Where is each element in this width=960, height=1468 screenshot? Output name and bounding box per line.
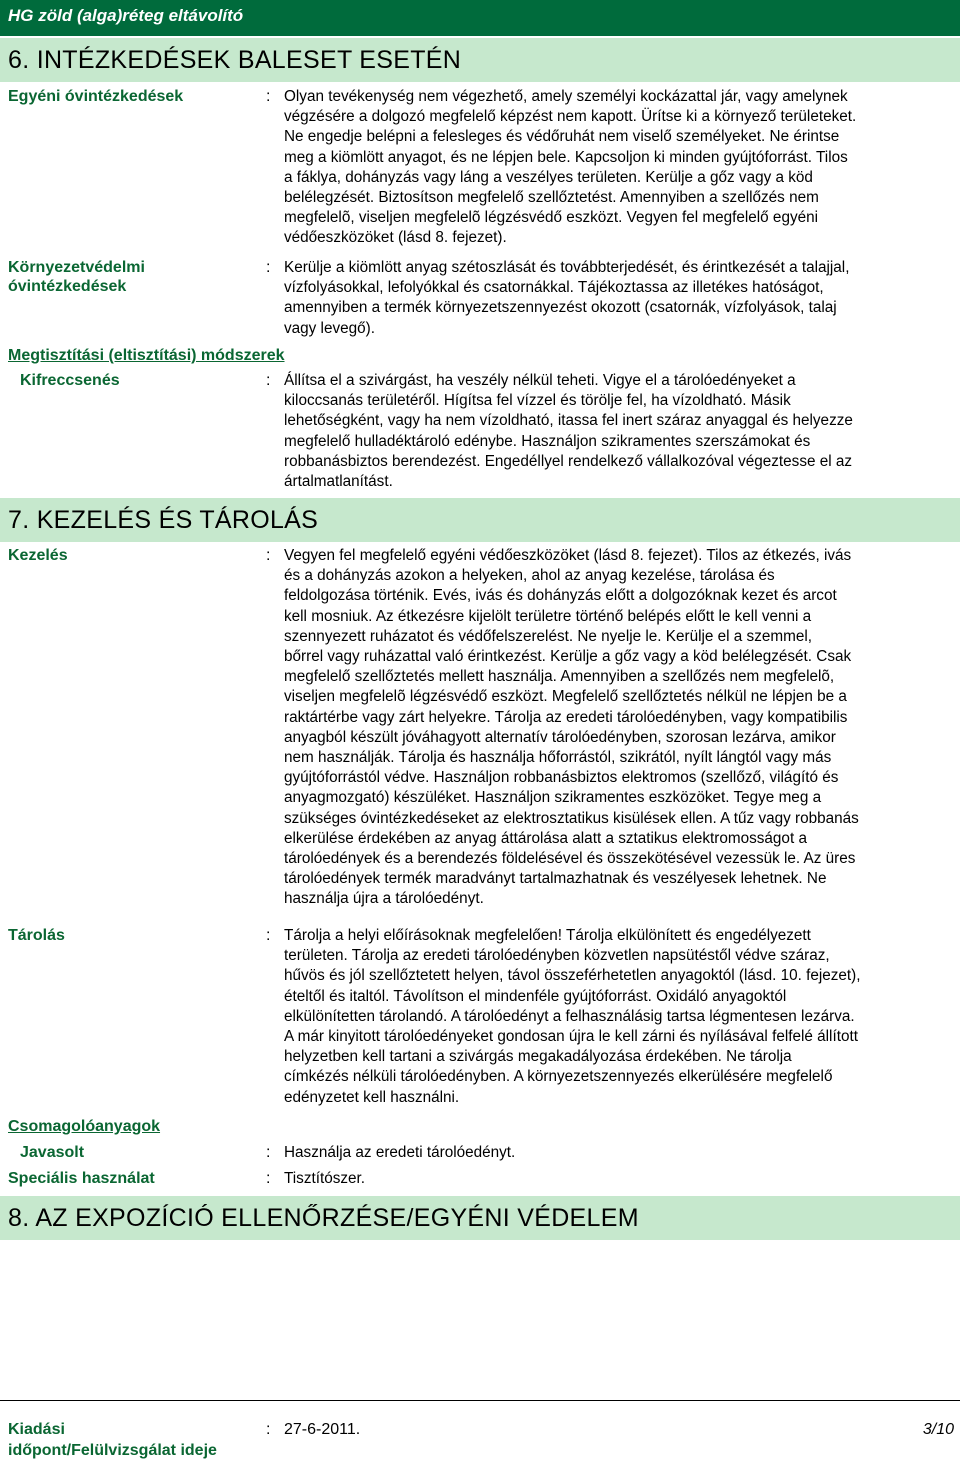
section-8-band	[0, 1196, 960, 1240]
text-line: elkerülése érdekében az anyag áttárolása alatt a sztatikus elektromosságot a	[284, 829, 807, 847]
handling-label: Kezelés	[8, 547, 68, 564]
page-number: 3/10	[922, 1421, 954, 1438]
text-line: meg a kiömlött anyagot, és ne lépjen bele. Kapcsoljon ki minden gyújtóforrást. Tilos	[284, 148, 848, 166]
recommended-value: Használja az eredeti tárolóedényt.	[284, 1144, 516, 1161]
colon-separator: :	[266, 1421, 271, 1438]
text-line: belélegzését. Biztosítson megfelelő szellőztetést. Amennyiben a szellőzés nem	[284, 189, 819, 207]
text-line: kell mosniuk. Az étkezésre kijelölt területre történő belépés előtt le kell venni a	[284, 607, 812, 625]
text-line: helyzetben kell tartani a szivárgás megakadályozása érdekében. Ne tárolja	[284, 1048, 792, 1066]
environmental-precautions-label	[8, 258, 145, 296]
text-line: kiloccsanás területéről. Hígítsa fel vízzel és törölje fel, ha vízoldható. Másik	[284, 392, 791, 410]
text-line: a fáklya, dohányzás vagy láng a veszélyes területen. Kerülje a gőz vagy a köd	[284, 168, 813, 186]
text-line: védőeszközöket (lásd 8. fejezet).	[284, 229, 507, 247]
colon-separator: :	[266, 372, 271, 389]
text-line: területen. Tárolja az eredeti tárolóedényben közvetlen napsütéstől védve száraz,	[284, 947, 830, 965]
personal-precautions-label: Egyéni óvintézkedések	[8, 88, 184, 105]
spill-text	[284, 371, 956, 492]
colon-separator: :	[266, 547, 271, 564]
text-line: bőrrel vagy ruházattal való érintkezést. Kerülje a gőz vagy a köd belélegzését. Csak	[284, 648, 852, 666]
env-label-line-1: Környezetvédelmi	[8, 259, 145, 276]
text-line: Tárolja a helyi előírásoknak megfelelően! Tárolja elkülönített és engedélyezett	[284, 927, 811, 944]
text-line: A már kinyitott tárolóedényeket gondosan újra le kell zárni és nyílásával felfelé állított	[284, 1028, 858, 1046]
text-line: lehetőségként, vagy ha nem vízoldható, itassa fel inert száraz anyaggal és helyezze	[284, 412, 853, 430]
spill-label: Kifreccsenés	[20, 372, 120, 389]
text-line: Ne engedje belépni a felesleges és védőruhát nem viselő személyeket. Ne érintse	[284, 128, 840, 146]
text-line: anyagból készült jóváhagyott alternatív tárolóedényben, szorosan lezárva, amikor	[284, 728, 836, 746]
text-line: elkülönítetten tárolandó. A tárolóedényt a felhasználásig tartsa légmentesen lezárva.	[284, 1007, 855, 1025]
colon-separator: :	[266, 88, 271, 105]
text-line: Kerülje a kiömlött anyag szétoszlását és továbbterjedését, és érintkezését a talajjal,	[284, 259, 850, 276]
text-line: és a dohányzás azokon a helyeken, ahol az anyag kezelése, tárolása és	[284, 567, 775, 585]
text-line: végzésére a dolgozó megfelelő képzést nem kapott. Ürítse ki a környező területeket.	[284, 108, 857, 126]
text-line: használja újra a tárolóedényt.	[284, 890, 484, 908]
text-line: viseljen megfelelõ légzésvédő eszközt. Megfelelő szellőztetés nélkül ne lépjen be a	[284, 688, 847, 706]
footer-divider	[0, 1400, 960, 1401]
text-line: vízfolyásokkal, lefolyókkal és csatornákkal. Tájékoztassa az illetékes hatóságot,	[284, 279, 824, 297]
text-line: feldolgozása történik. Evés, ivás és dohányzás előtt a dolgozóknak kezet és arcot	[284, 587, 837, 605]
recommended-label: Javasolt	[20, 1144, 85, 1161]
text-line: Olyan tevékenység nem végezhető, amely személyi kockázattal jár, vagy amelynek	[284, 88, 848, 105]
document-header-bar	[0, 0, 960, 36]
colon-separator: :	[266, 1170, 271, 1187]
environmental-precautions-text	[284, 258, 956, 339]
text-line: megfelelő szellőztetés mellett használja. Amennyiben a szellőzés nem megfelelõ,	[284, 668, 835, 686]
text-line: tárolóedények és a berendezés földelésével és összekötésével vezessük le. Az üres	[284, 850, 856, 868]
text-line: nem használják. Tárolja és használja hőforrástól, szikrától, nyílt lángtól vagy más	[284, 749, 832, 767]
text-line: raktártérbe vagy zárt helyekre. Tárolja az eredeti tárolóedényben, vagy kompatibilis	[284, 708, 848, 726]
colon-separator: :	[266, 1144, 271, 1161]
text-line: vagy levegő).	[284, 319, 375, 337]
footer-date-label	[8, 1419, 217, 1461]
special-use-label: Speciális használat	[8, 1170, 155, 1187]
section-6-band	[0, 38, 960, 82]
footer-label-line-1: Kiadási	[8, 1421, 65, 1438]
text-line: tárolóedények termék maradványt tartalmazhatnak és veszélyesek lehetnek. Ne	[284, 870, 827, 888]
text-line: ételtől és italtól. Távolítson el mindenféle gyújtóforrást. Oxidáló anyagoktól	[284, 987, 787, 1005]
env-label-line-2: óvintézkedések	[8, 278, 127, 295]
text-line: szükséges óvintézkedéseket az elektrosztatikus kisülések ellen. A tűz vagy robbanás	[284, 809, 859, 827]
footer-issue-date: 27-6-2011.	[284, 1421, 361, 1438]
text-line: hűvös és jól szellőztetett helyen, távol összeférhetetlen anyagoktól (lásd. 10. fejezet),	[284, 967, 861, 985]
text-line: megfelelõ, viseljen megfelelõ légzésvédő eszközt. Vegyen fel megfelelő egyéni	[284, 209, 819, 227]
text-line: gyújtóforrástól védve. Használjon robbanásbiztos elektromos (szellőző, világító és	[284, 769, 839, 787]
storage-text	[284, 926, 956, 1108]
text-line: edényzetet kell használni.	[284, 1088, 460, 1106]
section-7-title: 7. KEZELÉS ÉS TÁROLÁS	[8, 506, 319, 534]
text-line: megfelelő hulladéktároló edénybe. Használjon szikramentes szerszámokat és	[284, 432, 811, 450]
footer-label-line-2: időpont/Felülvizsgálat ideje	[8, 1442, 217, 1459]
section-7-band	[0, 498, 960, 542]
text-line: szennyezett ruházatot és védőfelszerelést. Ne nyelje le. Kerülje el a szemmel,	[284, 627, 813, 645]
personal-precautions-text	[284, 87, 956, 249]
special-use-value: Tisztítószer.	[284, 1170, 366, 1187]
document-title: HG zöld (alga)réteg eltávolító	[8, 6, 244, 25]
text-line: címkézés nélküli tárolóedényben. A környezetszennyezés elkerülésére megfelelő	[284, 1068, 833, 1086]
packaging-materials-heading: Csomagolóanyagok	[8, 1118, 161, 1135]
storage-label: Tárolás	[8, 927, 65, 944]
text-line: anyagmozgató) készüléket. Használjon szikramentes eszközöket. Tegye meg a	[284, 789, 822, 807]
text-line: ártalmatlanítást.	[284, 473, 393, 491]
text-line: robbanásbiztos berendezést. Engedéllyel rendelkező vállalkozóval végeztesse el az	[284, 452, 853, 470]
section-8-title: 8. AZ EXPOZÍCIÓ ELLENŐRZÉSE/EGYÉNI VÉDELEM	[8, 1204, 639, 1232]
colon-separator: :	[266, 259, 271, 276]
text-line: amennyiben a termék környezetszennyezést okozott (csatornák, vízfolyások, talaj	[284, 299, 837, 317]
text-line: Állítsa el a szivárgást, ha veszély nélkül teheti. Vigye el a tárolóedényeket a	[284, 372, 796, 389]
colon-separator: :	[266, 927, 271, 944]
cleanup-methods-heading: Megtisztítási (eltisztítási) módszerek	[8, 347, 285, 364]
section-6-title: 6. INTÉZKEDÉSEK BALESET ESETÉN	[8, 46, 462, 74]
text-line: Vegyen fel megfelelő egyéni védőeszközöket (lásd 8. fejezet). Tilos az étkezés, ivás	[284, 547, 852, 564]
handling-text	[284, 546, 956, 910]
